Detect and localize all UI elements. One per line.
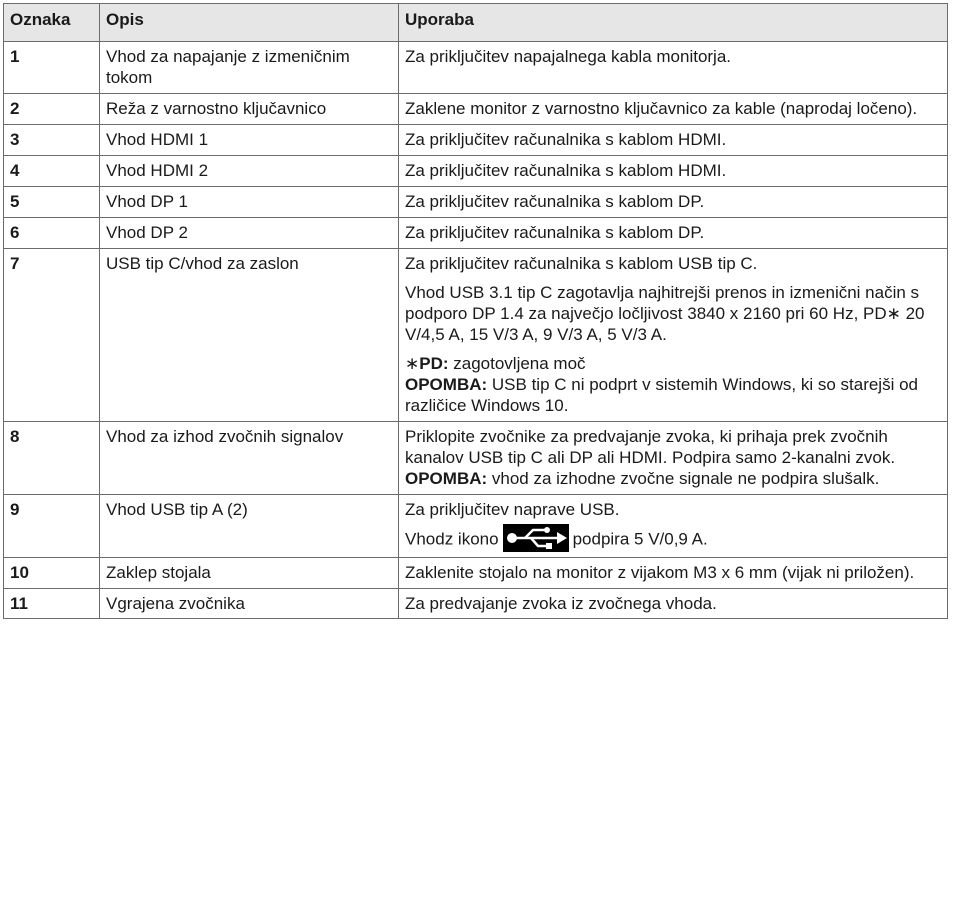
row-description: Vhod HDMI 1 [100, 125, 399, 156]
header-description: Opis [100, 4, 399, 42]
usage-text: Zaklene monitor z varnostno ključavnico za kable (naprodaj ločeno). [405, 99, 918, 118]
table-row [4, 94, 948, 125]
row-label: 10 [4, 558, 100, 589]
usb-line [405, 528, 941, 552]
row-label: 7 [4, 249, 100, 422]
row-label: 2 [4, 94, 100, 125]
table-header-row [4, 4, 948, 42]
usage-text: Za priključitev naprave USB. [405, 500, 620, 519]
usage-text: Zaklenite stojalo na monitor z vijakom M3 x 6 mm (vijak ni priložen). [405, 563, 915, 582]
row-label: 3 [4, 125, 100, 156]
note-label: OPOMBA: [405, 375, 488, 394]
row-label: 4 [4, 156, 100, 187]
row-description: Vhod HDMI 2 [100, 156, 399, 187]
row-label: 9 [4, 495, 100, 558]
row-usage [399, 125, 948, 156]
table-row [4, 125, 948, 156]
connector-table [3, 3, 948, 619]
row-label: 8 [4, 422, 100, 495]
row-description: Vhod za izhod zvočnih signalov [100, 422, 399, 495]
header-usage: Uporaba [399, 4, 948, 42]
usage-text: Za priključitev računalnika s kablom DP. [405, 223, 705, 242]
usage-text: Vhod USB 3.1 tip C zagotavlja najhitrejši prenos in izmenični način s podporo DP 1.4 za največjo ločljivost 3840 x 2160 pri 60 Hz, PD∗ 20 V/4,5 A, 15 V/3 A, 9 V/3 A, 5 V/3 A. [405, 283, 925, 344]
row-usage [399, 249, 948, 422]
row-description: Vhod DP 1 [100, 187, 399, 218]
row-usage [399, 495, 948, 558]
row-usage [399, 218, 948, 249]
note-label: OPOMBA: [405, 469, 488, 488]
row-description: Reža z varnostno ključavnico [100, 94, 399, 125]
usage-text: Priklopite zvočnike za predvajanje zvoka, ki prihaja prek zvočnih kanalov USB tip C ali DP ali HDMI. Podpira samo 2-kanalni zvok. [405, 427, 896, 467]
row-label: 5 [4, 187, 100, 218]
row-description [100, 589, 399, 619]
table-row [4, 156, 948, 187]
usb-icon [503, 524, 569, 552]
usage-text: Za predvajanje zvoka iz zvočnega vhoda. [405, 594, 717, 613]
table-row [4, 422, 948, 495]
usb-line-before: Vhodz ikono [405, 529, 499, 549]
row-usage [399, 558, 948, 589]
note-block [405, 468, 941, 489]
row-label-text: 11 [10, 594, 28, 613]
row-usage [399, 589, 948, 619]
row-description: USB tip C/vhod za zaslon [100, 249, 399, 422]
usage-text: Za priključitev napajalnega kabla monitorja. [405, 47, 732, 66]
note-text: vhod za izhodne zvočne signale ne podpira slušalk. [487, 469, 880, 488]
row-usage [399, 42, 948, 94]
usage-text: Za priključitev računalnika s kablom HDMI. [405, 130, 727, 149]
row-description: Vhod za napajanje z izmeničnim tokom [100, 42, 399, 94]
row-usage [399, 422, 948, 495]
table-row [4, 187, 948, 218]
row-description: Vhod DP 2 [100, 218, 399, 249]
usage-text: Za priključitev računalnika s kablom DP. [405, 192, 705, 211]
table-row [4, 42, 948, 94]
row-label: 6 [4, 218, 100, 249]
table-row [4, 558, 948, 589]
footnote-block [405, 353, 941, 416]
header-label: Oznaka [4, 4, 100, 42]
row-description-text: Vgrajena zvočnika [106, 594, 245, 613]
footnote-text: zagotovljena moč [448, 354, 586, 373]
row-usage [399, 156, 948, 187]
table-row [4, 589, 948, 619]
table-row [4, 218, 948, 249]
row-description: Zaklep stojala [100, 558, 399, 589]
row-label [4, 589, 100, 619]
usage-text: Za priključitev računalnika s kablom USB tip C. [405, 254, 758, 273]
usage-text: Za priključitev računalnika s kablom HDMI. [405, 161, 727, 180]
row-description: Vhod USB tip A (2) [100, 495, 399, 558]
footnote-star: ∗ [405, 354, 420, 373]
usb-line-after: podpira 5 V/0,9 A. [572, 529, 708, 549]
note-text: USB tip C ni podprt v sistemih Windows, ki so starejši od različice Windows 10. [405, 375, 918, 415]
row-usage [399, 187, 948, 218]
table-row [4, 495, 948, 558]
row-usage [399, 94, 948, 125]
footnote-term: PD: [419, 354, 449, 373]
row-label: 1 [4, 42, 100, 94]
table-row [4, 249, 948, 422]
